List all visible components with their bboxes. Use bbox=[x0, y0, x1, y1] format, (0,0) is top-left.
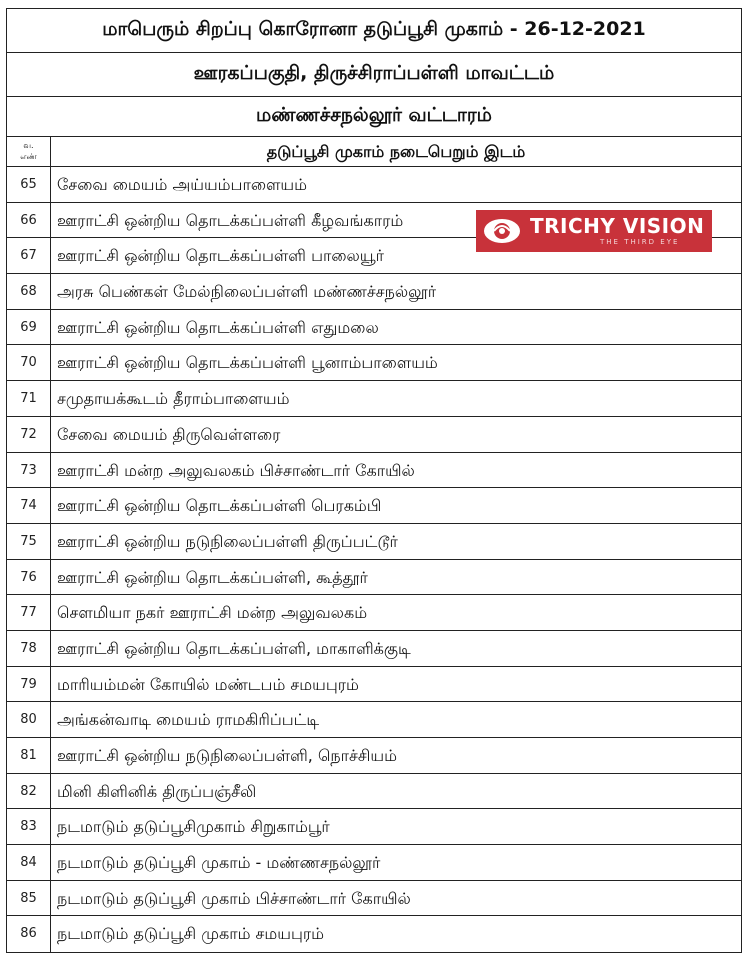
serial-number: 80 bbox=[7, 702, 51, 737]
serial-number: 68 bbox=[7, 274, 51, 309]
table-row bbox=[7, 381, 741, 417]
camp-location: சமுதாயக்கூடம் தீராம்பாளையம் bbox=[57, 389, 290, 409]
camp-location: ஊராட்சி ஒன்றிய தொடக்கப்பள்ளி பெரகம்பி bbox=[57, 496, 382, 516]
camp-location: ஊராட்சி ஒன்றிய தொடக்கப்பள்ளி கீழவங்காரம் bbox=[57, 210, 404, 230]
serial-number: 79 bbox=[7, 667, 51, 702]
serial-number: 76 bbox=[7, 560, 51, 595]
table-row bbox=[7, 310, 741, 346]
page-title: மாபெரும் சிறப்பு கொரோனா தடுப்பூசி முகாம் - 26-12-2021 bbox=[7, 9, 741, 53]
camp-location: சௌமியா நகர் ஊராட்சி மன்ற அலுவலகம் bbox=[57, 603, 368, 623]
serial-number: 86 bbox=[7, 916, 51, 952]
camp-location: ஊராட்சி மன்ற அலுவலகம் பிச்சாண்டார் கோயில் bbox=[57, 460, 415, 480]
table-row bbox=[7, 417, 741, 453]
camp-location: நடமாடும் தடுப்பூசி முகாம் - மண்ணசநல்லூர் bbox=[57, 853, 381, 873]
eye-icon bbox=[482, 216, 526, 246]
serial-header-line1: வ. bbox=[23, 141, 34, 150]
table-row bbox=[7, 631, 741, 667]
camp-location: ஊராட்சி ஒன்றிய நடுநிலைப்பள்ளி திருப்பட்டூர் bbox=[57, 531, 398, 551]
camp-location: ஊராட்சி ஒன்றிய தொடக்கப்பள்ளி, மாகாளிக்குடி bbox=[57, 638, 411, 658]
camp-location: சேவை மையம் அய்யம்பாளையம் bbox=[57, 175, 307, 194]
table-row bbox=[7, 167, 741, 203]
camp-location: ஊராட்சி ஒன்றிய தொடக்கப்பள்ளி எதுமலை bbox=[57, 317, 379, 337]
camp-location: நடமாடும் தடுப்பூசி முகாம் பிச்சாண்டார் கோயில் bbox=[57, 888, 411, 908]
table-row bbox=[7, 560, 741, 596]
table-row bbox=[7, 845, 741, 881]
table-row bbox=[7, 453, 741, 489]
table-row bbox=[7, 809, 741, 845]
table-row bbox=[7, 774, 741, 810]
camp-list-table bbox=[6, 8, 742, 953]
table-row bbox=[7, 595, 741, 631]
serial-number: 67 bbox=[7, 238, 51, 273]
trichy-vision-watermark bbox=[476, 210, 712, 252]
table-row bbox=[7, 738, 741, 774]
camp-location: நடமாடும் தடுப்பூசி முகாம் சமயபுரம் bbox=[57, 924, 325, 944]
serial-number: 71 bbox=[7, 381, 51, 416]
serial-number: 74 bbox=[7, 488, 51, 523]
camp-location: அங்கன்வாடி மையம் ராமகிரிப்பட்டி bbox=[57, 710, 320, 730]
watermark-brand: TRICHY VISION bbox=[530, 214, 705, 238]
camp-location: அரசு பெண்கள் மேல்நிலைப்பள்ளி மண்ணச்சநல்லூர் bbox=[57, 282, 437, 302]
serial-number: 78 bbox=[7, 631, 51, 666]
place-column-header: தடுப்பூசி முகாம் நடைபெறும் இடம் bbox=[266, 142, 526, 161]
table-body bbox=[7, 167, 741, 952]
serial-column-header bbox=[7, 137, 51, 166]
serial-number: 84 bbox=[7, 845, 51, 880]
serial-number: 82 bbox=[7, 774, 51, 809]
camp-location: ஊராட்சி ஒன்றிய தொடக்கப்பள்ளி, கூத்தூர் bbox=[57, 567, 368, 587]
table-row bbox=[7, 702, 741, 738]
camp-location: மினி கிளினிக் திருப்பஞ்சீலி bbox=[57, 781, 257, 801]
serial-number: 72 bbox=[7, 417, 51, 452]
table-row bbox=[7, 345, 741, 381]
serial-number: 75 bbox=[7, 524, 51, 559]
table-row bbox=[7, 881, 741, 917]
watermark-tagline: THE THIRD EYE bbox=[600, 238, 680, 246]
table-row bbox=[7, 488, 741, 524]
region-heading: ஊரகப்பகுதி, திருச்சிராப்பள்ளி மாவட்டம் bbox=[7, 53, 741, 97]
table-row bbox=[7, 524, 741, 560]
table-row bbox=[7, 667, 741, 703]
serial-number: 66 bbox=[7, 203, 51, 238]
serial-number: 81 bbox=[7, 738, 51, 773]
serial-header-line2: எண் bbox=[20, 152, 37, 161]
camp-location: மாரியம்மன் கோயில் மண்டபம் சமயபுரம் bbox=[57, 674, 359, 694]
serial-number: 85 bbox=[7, 881, 51, 916]
camp-location: ஊராட்சி ஒன்றிய தொடக்கப்பள்ளி பாலையூர் bbox=[57, 246, 384, 266]
serial-number: 69 bbox=[7, 310, 51, 345]
camp-location: சேவை மையம் திருவெள்ளரை bbox=[57, 424, 281, 444]
table-row bbox=[7, 916, 741, 952]
serial-number: 65 bbox=[7, 167, 51, 202]
table-row bbox=[7, 274, 741, 310]
serial-number: 73 bbox=[7, 453, 51, 488]
serial-number: 77 bbox=[7, 595, 51, 630]
serial-number: 70 bbox=[7, 345, 51, 380]
block-heading: மண்ணச்சநல்லூர் வட்டாரம் bbox=[7, 97, 741, 137]
serial-number: 83 bbox=[7, 809, 51, 844]
camp-location: ஊராட்சி ஒன்றிய நடுநிலைப்பள்ளி, நொச்சியம் bbox=[57, 746, 397, 765]
column-header-row bbox=[7, 137, 741, 167]
camp-location: ஊராட்சி ஒன்றிய தொடக்கப்பள்ளி பூனாம்பாளையம் bbox=[57, 353, 438, 373]
camp-location: நடமாடும் தடுப்பூசிமுகாம் சிறுகாம்பூர் bbox=[57, 817, 330, 837]
